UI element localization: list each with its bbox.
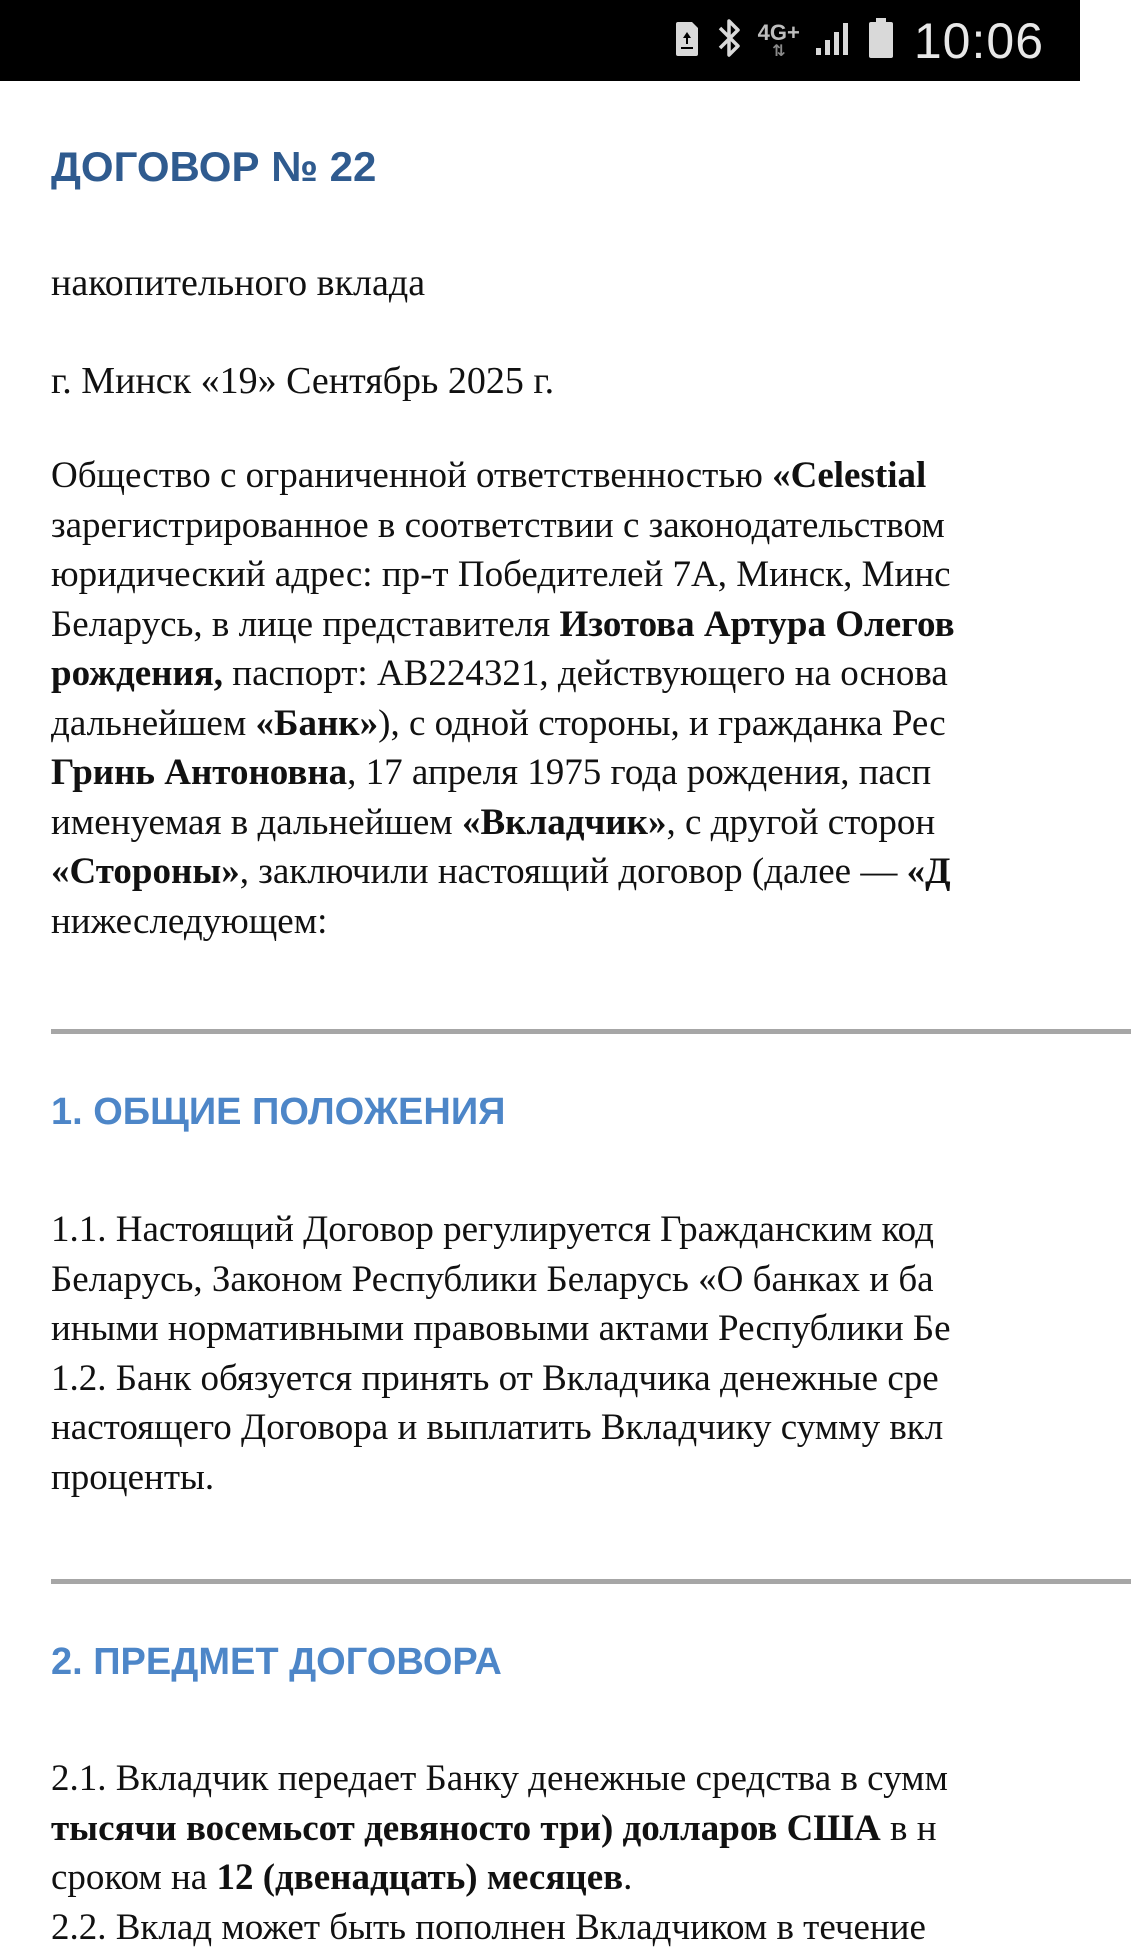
section-2-paragraph [51, 1754, 948, 1952]
network-4g-icon [758, 22, 800, 60]
intro-line: «Стороны», заключили настоящий договор (далее — «Д [51, 847, 955, 897]
section-2-line: тысячи восемьсот девяносто три) долларов США в н [51, 1804, 948, 1854]
battery-icon [868, 17, 894, 64]
document-subtitle: накопительного вклада [51, 261, 425, 305]
signal-icon [814, 20, 854, 61]
intro-line: Общество с ограниченной ответственностью «Celestial [51, 451, 955, 501]
section-1-line: 1.2. Банк обязуется принять от Вкладчика денежные сре [51, 1354, 951, 1404]
intro-line: нижеследующем: [51, 897, 955, 947]
document-title: ДОГОВОР № 22 [51, 143, 376, 191]
section-2-line: сроком на 12 (двенадцать) месяцев. [51, 1853, 948, 1903]
section-2-line: 2.1. Вкладчик передает Банку денежные средства в сумм [51, 1754, 948, 1804]
intro-line: зарегистрированное в соответствии с законодательством [51, 501, 955, 551]
section-1-paragraph [51, 1205, 951, 1502]
intro-line: юридический адрес: пр-т Победителей 7А, Минск, Минс [51, 550, 955, 600]
bluetooth-icon [716, 16, 744, 65]
network-type-label: 4G+ [758, 22, 800, 44]
intro-line: Беларусь, в лице представителя Изотова Артура Олегов [51, 600, 955, 650]
section-1-line: Беларусь, Законом Республики Беларусь «О банках и ба [51, 1255, 951, 1305]
section-1-line: иными нормативными правовыми актами Республики Бе [51, 1304, 951, 1354]
section-divider [51, 1579, 1131, 1584]
intro-line: дальнейшем «Банк»), с одной стороны, и гражданка Рес [51, 699, 955, 749]
section-1-line: 1.1. Настоящий Договор регулируется Гражданским код [51, 1205, 951, 1255]
intro-line: Гринь Антоновна, 17 апреля 1975 года рождения, пасп [51, 748, 955, 798]
status-clock: 10:06 [914, 12, 1044, 70]
section-1-title: 1. ОБЩИЕ ПОЛОЖЕНИЯ [51, 1091, 505, 1134]
section-divider [51, 1029, 1131, 1034]
intro-line: рождения, паспорт: АВ224321, действующего на основа [51, 649, 955, 699]
document-viewport[interactable] [0, 81, 1080, 1920]
section-2-title: 2. ПРЕДМЕТ ДОГОВОРА [51, 1641, 502, 1684]
intro-paragraph [51, 451, 955, 946]
status-bar [0, 0, 1080, 81]
intro-line: именуемая в дальнейшем «Вкладчик», с другой сторон [51, 798, 955, 848]
section-1-line: проценты. [51, 1453, 951, 1503]
status-icons [672, 0, 1044, 81]
section-1-line: настоящего Договора и выплатить Вкладчику сумму вкл [51, 1403, 951, 1453]
document-place-date: г. Минск «19» Сентябрь 2025 г. [51, 359, 554, 403]
data-arrows-icon: ⇅ [772, 44, 785, 60]
section-2-line: 2.2. Вклад может быть пополнен Вкладчиком в течение [51, 1903, 948, 1952]
storage-cleaner-icon [672, 18, 702, 63]
